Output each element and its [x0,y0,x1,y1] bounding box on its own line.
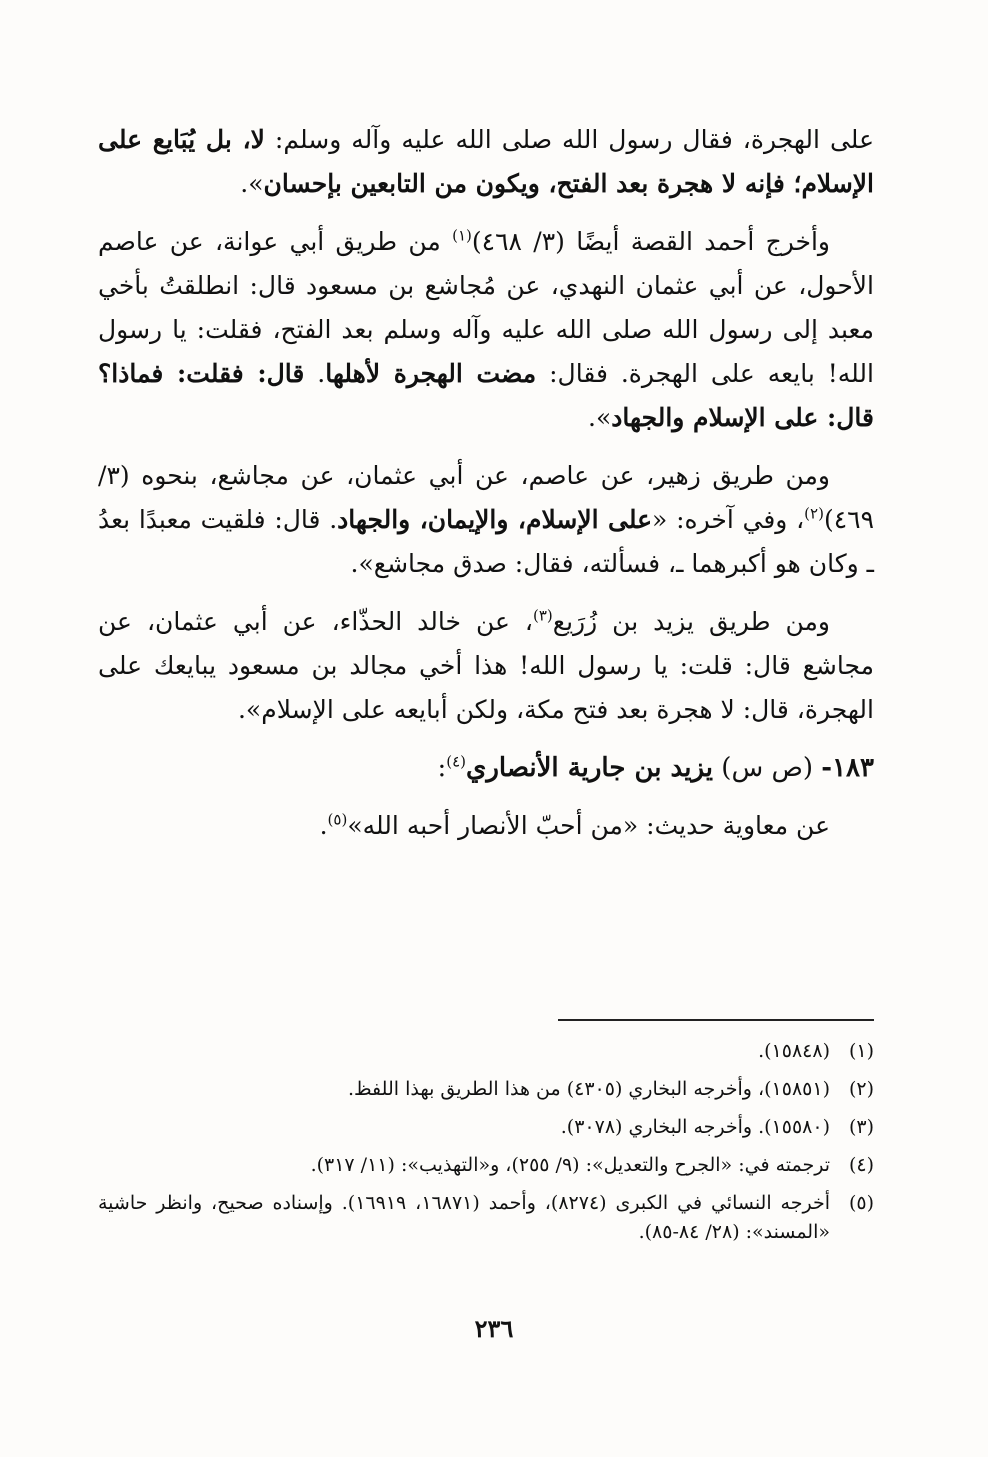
hadith-end: . [319,811,328,840]
paragraph-4 [98,600,874,732]
paragraph-2 [98,220,874,440]
entry-heading [98,746,874,790]
text-segment: ومن طريق يزيد بن زُرَيع [552,607,830,636]
footnote [98,1037,874,1066]
bold-text-segment: لا، بل يُبَايع على الإسلام؛ فإنه لا هجرة بعد الفتح، ويكون من التابعين بإحسان [98,125,874,198]
text-segment: . قال: فلقيت معبدًا بعدُ ـ وكان هو أكبرهما ـ، فسألته، فقال: صدق مجاشع». [98,505,874,578]
text-segment: على الهجرة، فقال رسول الله صلى الله عليه وآله وسلم: [264,125,875,154]
main-text [98,118,874,862]
text-segment: ». [240,169,264,198]
entry-colon: : [437,753,447,783]
text-segment: ». [588,403,612,432]
entry-name: يزيد بن جارية الأنصاري [465,753,714,783]
text-segment: ، عن خالد الحذّاء، عن أبي عثمان، عن مجاشع قال: قلت: يا رسول الله! هذا أخي مجالد بن مسعود يبايعك على الهجرة، قال: لا هجرة بعد فتح مكة، ولكن أبايعه على الإسلام». [98,607,874,724]
footnote-number: (٤) [848,1154,874,1176]
footnote-number: (٢) [848,1078,874,1100]
footnotes [98,1037,874,1256]
footnote-number: (٥) [848,1192,874,1214]
entry-note-ref: (٤) [446,752,466,771]
footnote-ref: (٣) [533,606,553,625]
footnote-number: (١) [848,1040,874,1062]
hadith-text: عن معاوية حديث: «من أحبّ الأنصار أحبه الله» [347,811,830,840]
bold-text-segment: على الإسلام، والإيمان، والجهاد [337,505,653,534]
paragraph-3 [98,454,874,586]
footnote [98,1113,874,1142]
footnote-divider [558,1019,874,1021]
footnote-text: (١٥٨٥١)، وأخرجه البخاري (٤٣٠٥) من هذا الطريق بهذا اللفظ. [347,1078,830,1100]
hadith-line [98,804,874,848]
page-number: ٢٣٦ [474,1314,514,1343]
text-segment: ، وفي آخره: « [652,505,805,534]
entry-number: ١٨٣- [821,753,874,783]
text-segment: من طريق أبي عوانة، عن عاصم الأحول، عن أبي عثمان النهدي، عن مُجاشع بن مسعود قال: انطلقتُ بأخي معبد إلى رسول الله صلى الله عليه وآله وسلم بعد الفتح، فقلت: يا رسول الله! بايعه على الهجرة. فقال: [98,227,874,388]
text-segment: ومن طريق زهير، عن عاصم، عن أبي عثمان، عن مجاشع، بنحوه (٣/ ٤٦٩) [98,461,875,534]
footnote-number: (٣) [848,1116,874,1138]
footnote-text: (١٥٥٨٠). وأخرجه البخاري (٣٠٧٨). [560,1116,830,1138]
footnote [98,1151,874,1180]
text-segment: وأخرج أحمد القصة أيضًا (٣/ ٤٦٨) [471,227,830,256]
hadith-note-ref: (٥) [327,810,348,829]
footnote-ref: (١) [452,226,472,245]
bold-text-segment: قال: فقلت: فماذا؟ قال: على الإسلام والجهاد [98,359,874,432]
bold-text-segment: مضت الهجرة لأهلها [325,359,537,388]
text-segment: . [304,359,326,388]
footnote-text: أخرجه النسائي في الكبرى (٨٢٧٤)، وأحمد (١٦٨٧١، ١٦٩١٩). وإسناده صحيح، وانظر حاشية «المسند»: (٢٨/ ٨٤-٨٥). [98,1192,830,1243]
footnote-text: (١٥٨٤٨). [758,1040,830,1062]
footnote [98,1075,874,1104]
entry-code: (ص س) [721,753,814,783]
footnote-ref: (٢) [804,504,824,523]
footnote [98,1189,874,1247]
footnote-text: ترجمته في: «الجرح والتعديل»: (٩/ ٢٥٥)، و«التهذيب»: (١١/ ٣١٧). [310,1154,830,1176]
paragraph-1 [98,118,874,206]
